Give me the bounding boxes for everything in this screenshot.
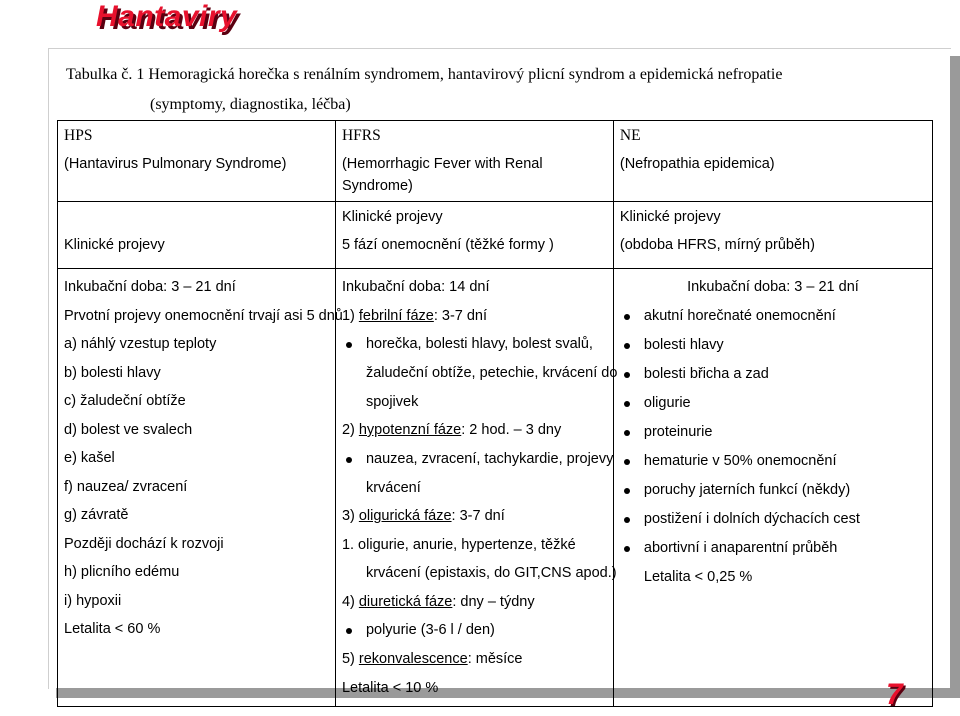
hps-line: a) náhlý vzestup teploty — [64, 336, 217, 352]
bullet-icon — [624, 314, 630, 320]
bullet-icon — [624, 430, 630, 436]
ne-bullet — [620, 476, 926, 505]
ne-bullet — [620, 331, 926, 360]
clinical-hfrs-label: Klinické projevy — [341, 209, 443, 225]
hps-line: c) žaludeční obtíže — [64, 393, 186, 409]
details-row — [58, 269, 933, 707]
phase-name: hypotenzní fáze — [358, 422, 462, 438]
bullet-text: oligurie — [643, 394, 691, 411]
details-hps — [58, 269, 343, 707]
phase-name: diuretická fáze — [358, 593, 453, 610]
bullet-text: abortivní i anaparentní průběh — [643, 539, 838, 556]
bullet-icon — [624, 459, 630, 465]
hps-line: f) nauzea/ zvracení — [64, 478, 188, 495]
ne-bullet — [620, 505, 926, 534]
table-header-row — [58, 121, 933, 202]
hps-line: i) hypoxii — [64, 592, 122, 609]
phase-number: 3) — [341, 508, 359, 524]
clinical-hfrs — [335, 202, 613, 269]
phase-name: febrilní fáze — [358, 307, 434, 324]
hfrs-phase-5 — [342, 645, 607, 674]
hps-line: Později dochází k rozvoji — [64, 535, 224, 552]
ne-code: NE — [619, 127, 641, 144]
phase-number: 2) — [341, 422, 359, 438]
bullet-text: horečka, bolesti hlavy, bolest svalů, — [365, 336, 593, 352]
hfrs-fullname: (Hemorrhagic Fever with Renal Syndrome) — [341, 156, 543, 194]
frame-shadow-right — [950, 56, 960, 688]
clinical-ne-course: (obdoba HFRS, mírný průběh) — [619, 237, 815, 253]
ne-bullet — [620, 447, 926, 476]
bullet-text: akutní horečnaté onemocnění — [643, 307, 836, 324]
hps-lethality: Letalita < 60 % — [64, 621, 161, 637]
bullet-icon — [346, 457, 352, 463]
hfrs-bullet — [342, 330, 607, 359]
ne-bullet — [620, 534, 926, 563]
phase-number: 1) — [341, 307, 359, 324]
ne-lethality: Letalita < 0,25 % — [643, 568, 753, 585]
phase-name: rekonvalescence — [358, 651, 468, 667]
hps-line: g) závratě — [64, 507, 129, 523]
ne-incubation: Inkubační doba: 3 – 21 dní — [687, 279, 859, 295]
phase-duration: : měsíce — [467, 651, 523, 667]
hfrs-lethality: Letalita < 10 % — [341, 679, 439, 696]
hps-fullname: (Hantavirus Pulmonary Syndrome) — [64, 156, 287, 172]
hfrs-bullet-cont: krvácení — [365, 479, 421, 496]
bullet-text: bolesti břicha a zad — [643, 365, 769, 382]
phase-number: 5) — [341, 651, 359, 667]
hps-line: b) bolesti hlavy — [64, 364, 161, 381]
hfrs-phase-3 — [342, 502, 607, 531]
bullet-icon — [346, 628, 352, 634]
hps-line: d) bolest ve svalech — [64, 421, 193, 438]
bullet-icon — [624, 488, 630, 494]
clinical-ne — [613, 202, 932, 269]
phase-number: 4) — [341, 593, 359, 610]
clinical-hfrs-phases: 5 fází onemocnění (těžké formy ) — [341, 237, 554, 253]
bullet-icon — [346, 342, 352, 348]
phase-duration: : dny – týdny — [452, 593, 535, 610]
bullet-text: nauzea, zvracení, tachykardie, projevy — [365, 450, 614, 467]
bullet-icon — [624, 401, 630, 407]
header-hps — [58, 121, 336, 202]
clinical-hps-label: Klinické projevy — [64, 237, 165, 253]
clinical-ne-label: Klinické projevy — [619, 209, 721, 225]
hfrs-bullet — [342, 616, 607, 645]
ne-bullet — [620, 360, 926, 389]
phase-duration: : 2 hod. – 3 dny — [461, 422, 562, 438]
clinical-row — [58, 202, 933, 269]
hfrs-phase-3-item: 1. oligurie, anurie, hypertenze, těžké — [341, 536, 576, 553]
hps-line: Inkubační doba: 3 – 21 dní — [64, 279, 236, 295]
bullet-text: poruchy jaterních funkcí (někdy) — [643, 481, 851, 498]
phase-duration: : 3-7 dní — [451, 508, 505, 524]
hfrs-bullet-cont: žaludeční obtíže, petechie, krvácení do — [365, 365, 618, 381]
hps-line: h) plicního edému — [64, 564, 180, 580]
bullet-icon — [624, 343, 630, 349]
header-ne — [613, 121, 932, 202]
comparison-table — [57, 120, 933, 707]
bullet-text: proteinurie — [643, 423, 713, 440]
hfrs-bullet-cont: spojivek — [365, 393, 419, 410]
bullet-text: postižení i dolních dýchacích cest — [643, 510, 860, 527]
hps-line: e) kašel — [64, 450, 115, 466]
phase-duration: : 3-7 dní — [433, 307, 488, 324]
ne-bullet — [620, 302, 926, 331]
hfrs-phase-3-item-cont: krvácení (epistaxis, do GIT,CNS apod.) — [365, 565, 617, 581]
hfrs-phase-2 — [342, 416, 607, 445]
header-hfrs — [335, 121, 613, 202]
caption-line-2: (symptomy, diagnostika, léčba) — [150, 96, 351, 113]
ne-fullname: (Nefropathia epidemica) — [619, 156, 775, 172]
clinical-hps — [58, 202, 336, 269]
hps-code: HPS — [64, 127, 93, 144]
slide-title: Hantaviry — [96, 0, 238, 33]
phase-name: oligurická fáze — [358, 508, 452, 524]
page-number: 7 — [886, 678, 903, 711]
table-caption — [66, 64, 782, 116]
hfrs-incubation: Inkubační doba: 14 dní — [341, 279, 490, 295]
hps-line: Prvotní projevy onemocnění trvají asi 5 dnů — [64, 307, 343, 324]
ne-bullet — [620, 389, 926, 418]
bullet-text: bolesti hlavy — [643, 336, 724, 353]
caption-line-1: Tabulka č. 1 Hemoragická horečka s renálním syndromem, hantavirový plicní syndrom a epidemická nefropatie — [66, 66, 783, 83]
bullet-text: hematurie v 50% onemocnění — [643, 452, 837, 469]
details-hfrs — [335, 269, 618, 707]
details-ne — [613, 269, 932, 707]
hfrs-phase-1 — [342, 302, 607, 331]
bullet-text: polyurie (3-6 l / den) — [365, 622, 495, 638]
ne-bullet — [620, 418, 926, 447]
bullet-icon — [624, 546, 630, 552]
hfrs-phase-4 — [342, 588, 607, 617]
bullet-icon — [624, 517, 630, 523]
bullet-icon — [624, 372, 630, 378]
hfrs-bullet — [342, 445, 614, 474]
hfrs-code: HFRS — [341, 127, 381, 144]
